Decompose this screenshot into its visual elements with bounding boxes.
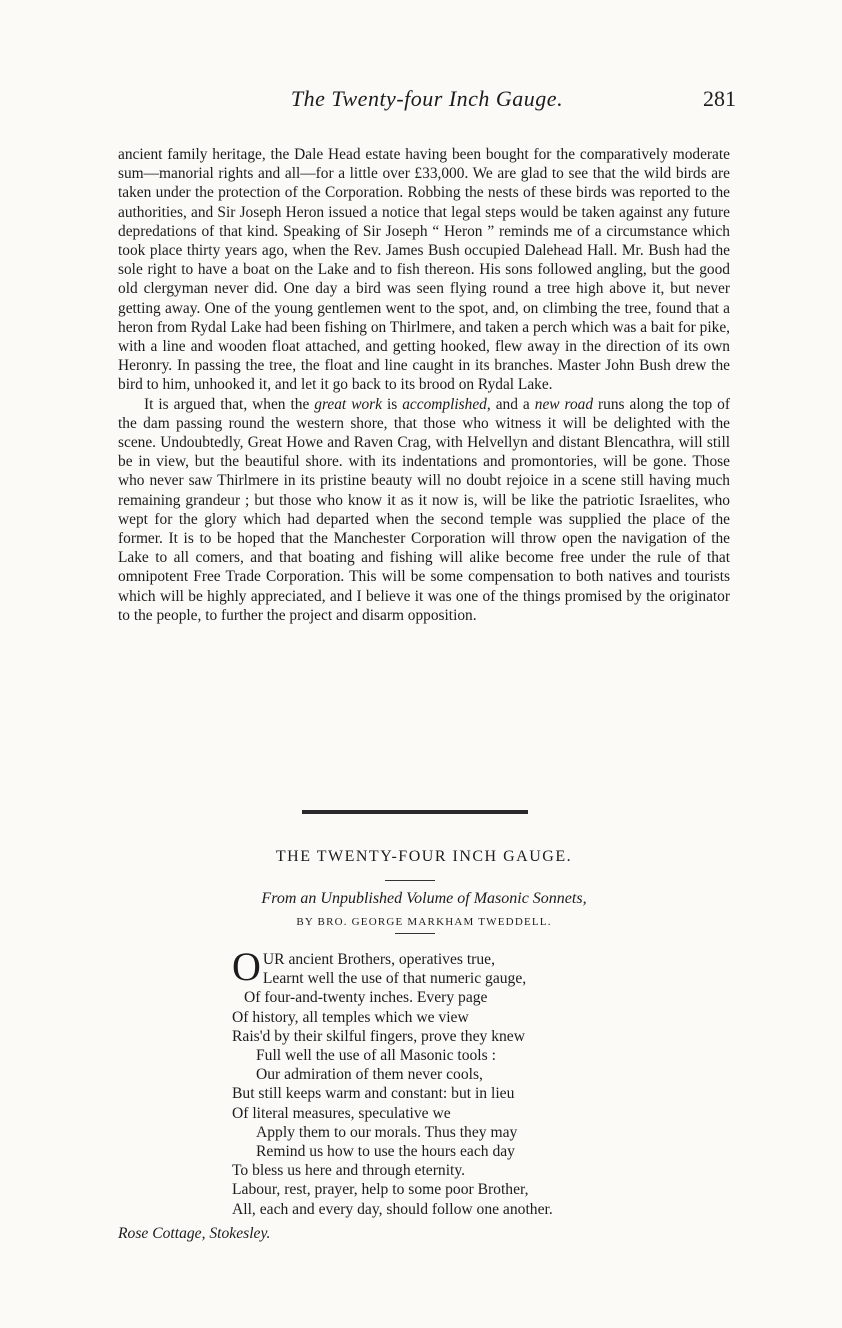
paragraph-2-text-b: is — [381, 395, 403, 413]
paragraph-2-text-d: runs along the top of the dam passing round the western shore, that those who witness it will be delighted with the scene. Undoubtedly, Great Howe and Raven Crag, with Helvellyn and distant Blencathra, will still be in view, but the beautiful shore. with its indentations and promontories, will be gone. Those who never saw Thirlmere in its pristine beauty will no doubt rejoice in a scene still having much remaining grandeur ; but those who know it as it now is, will be like the patriotic Israelites, who wept for the glory which had departed when the second temple was supplied the place of the former. It is to be hoped that the Manchester Corporation will throw open the navigation of the Lake to all comers, and that boating and fishing will alike become free under the rule of that omnipotent Free Trade Corporation. This will be some compensation to both natives and tourists which will be highly appreciated, and I believe it was one of the things promised by the originator to the people, to further the project and disarm opposition. — [118, 395, 730, 624]
poem-line: Rais'd by their skilful fingers, prove they knew — [232, 1027, 525, 1045]
paragraph-2-emphasis-3: new road — [534, 395, 594, 413]
poem-title: THE TWENTY-FOUR INCH GAUGE. — [275, 848, 573, 865]
paragraph-2-text-c: , and a — [486, 395, 535, 413]
poem-line: Our admiration of them never cools, — [256, 1066, 483, 1084]
title-rule — [385, 880, 435, 881]
page-number: 281 — [703, 86, 736, 111]
section-divider — [302, 810, 528, 814]
paragraph-2-text-a: It is argued that, when the — [144, 395, 315, 413]
signature-location: Rose Cottage, Stokesley. — [118, 1225, 271, 1242]
running-head — [118, 86, 736, 116]
sonnet — [232, 944, 672, 1219]
poem-byline: BY BRO. GEORGE MARKHAM TWEDDELL. — [296, 916, 552, 928]
poem-line: But still keeps warm and constant: but in lieu — [232, 1085, 515, 1103]
byline-rule — [395, 933, 435, 934]
paragraph-2-emphasis-1: great work — [314, 395, 382, 413]
paragraph-2 — [118, 395, 730, 625]
paragraph-1: ancient family heritage, the Dale Head estate having been bought for the comparatively moderate sum—manorial rights and all—for a little over £33,000. We are glad to see that the wild birds are taken under the protection of the Corporation. Robbing the nests of these birds was reported to the authorities, and Sir Joseph Heron issued a notice that legal steps would be taken against any future depredations of that kind. Speaking of Sir Joseph “ Heron ” reminds me of a circumstance which took place thirty years ago, when the Rev. James Bush occupied Dalehead Hall. Mr. Bush had the sole right to have a boat on the Lake and to fish thereon. His sons followed angling, but the good old clergyman never did. One day a bird was seen flying round a tree high above it, but never getting away. One of the young gentlemen went to the spot, and, on climbing the tree, found that a heron from Rydal Lake had been fishing on Thirlmere, and taken a perch which was a bait for pike, with a line and wooden float attached, and getting hooked, flew away in the direction of its own Heronry. In passing the tree, the float and line caught in its branches. Master John Bush drew the bird to him, unhooked it, and let it go back to its brood on Rydal Lake. — [118, 146, 730, 394]
poem-line: All, each and every day, should follow one another. — [232, 1200, 553, 1218]
poem-line: Labour, rest, prayer, help to some poor Brother, — [232, 1181, 529, 1199]
drop-cap: O — [232, 944, 261, 989]
paragraph-2-emphasis-2: accomplished — [402, 395, 487, 413]
poem-line: Of four-and-twenty inches. Every page — [244, 989, 488, 1007]
running-title: The Twenty-four Inch Gauge. — [290, 86, 564, 111]
poem-line: Of literal measures, speculative we — [232, 1104, 451, 1122]
poem-line: Remind us how to use the hours each day — [256, 1143, 515, 1161]
poem-line: To bless us here and through eternity. — [232, 1162, 466, 1180]
poem-line: Full well the use of all Masonic tools : — [256, 1047, 496, 1065]
article-body — [118, 145, 730, 625]
poem-line: Of history, all temples which we view — [232, 1008, 469, 1026]
poem-subtitle: From an Unpublished Volume of Masonic Sonnets, — [261, 890, 587, 907]
poem-line: UR ancient Brothers, operatives true, — [262, 951, 495, 968]
poem-line: Learnt well the use of that numeric gauge, — [262, 970, 527, 988]
poem-line: Apply them to our morals. Thus they may — [256, 1123, 518, 1141]
